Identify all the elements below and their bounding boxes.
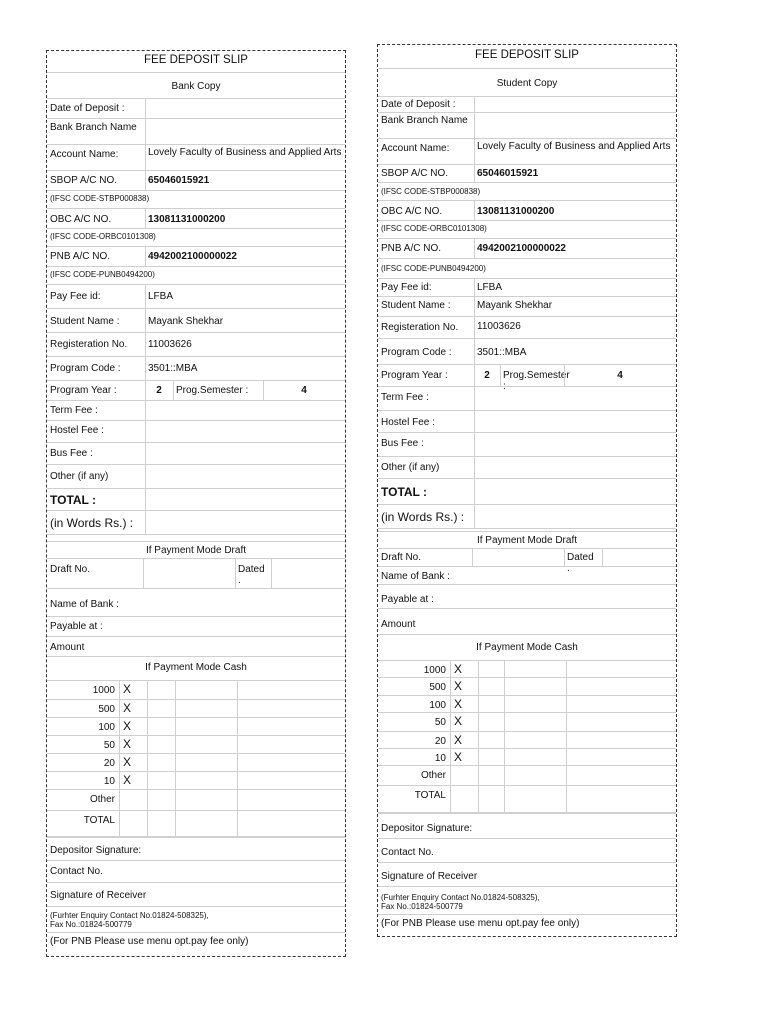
- copy-label: Bank Copy: [171, 81, 221, 92]
- note-count-field[interactable]: [147, 754, 175, 771]
- reg-label: Registeration No.: [50, 339, 128, 350]
- sbop-label: SBOP A/C NO.: [381, 168, 449, 179]
- denomination-row: [378, 732, 676, 749]
- total-field[interactable]: [145, 489, 345, 510]
- date-label: Date of Deposit :: [381, 99, 456, 110]
- denomination-row: [378, 786, 676, 813]
- denomination-value: 50: [103, 740, 115, 751]
- sbop-ifsc: (IFSC CODE-STBP000838): [381, 187, 481, 196]
- hostel-fee-label: Hostel Fee :: [50, 425, 104, 436]
- note-amount-field[interactable]: [175, 736, 237, 753]
- depositor-row: [47, 837, 345, 861]
- other-fee-row: [378, 457, 676, 479]
- words-field[interactable]: [145, 511, 345, 534]
- pnb-label: PNB A/C NO.: [381, 243, 442, 254]
- date-field[interactable]: [145, 99, 345, 118]
- multiply-mark: [119, 790, 147, 810]
- reg-row: [47, 333, 345, 357]
- note-count-field[interactable]: [147, 811, 175, 836]
- other-fee-field[interactable]: [145, 465, 345, 488]
- year-row: [378, 365, 676, 392]
- slip-title-text: FEE DEPOSIT SLIP: [144, 54, 248, 66]
- sbop-row: [47, 171, 345, 191]
- pnb-note: (For PNB Please use menu opt.pay fee only): [50, 936, 249, 947]
- hostel-fee-row: [47, 421, 345, 443]
- note-count-field[interactable]: [478, 749, 504, 765]
- bank-name-row: [47, 589, 345, 617]
- pnb-label: PNB A/C NO.: [50, 251, 111, 262]
- dated-label: Dated .: [238, 564, 265, 586]
- multiply-mark: [450, 786, 478, 812]
- denomination-value: 10: [434, 753, 446, 764]
- draft-row: [378, 549, 676, 574]
- receiver-row: [378, 863, 676, 887]
- sbop-ifsc-row: [47, 191, 345, 209]
- denomination-value: TOTAL: [414, 790, 446, 801]
- draft-label: Draft No.: [50, 564, 91, 575]
- payfee-value: LFBA: [477, 282, 503, 293]
- multiply-mark: X: [123, 719, 132, 733]
- bus-fee-row: [378, 433, 676, 457]
- denomination-row: [378, 696, 676, 713]
- branch-field[interactable]: [474, 113, 676, 138]
- bus-fee-row: [47, 443, 345, 465]
- date-row: [378, 97, 676, 113]
- payable-label: Payable at :: [381, 594, 434, 605]
- pnb-ifsc-row: [47, 267, 345, 285]
- term-fee-row: [378, 387, 676, 411]
- obc-ifsc: (IFSC CODE-ORBC0101308): [381, 224, 487, 233]
- account-row: [47, 145, 345, 171]
- pnb-row: [378, 239, 676, 259]
- payfee-label: Pay Fee id:: [381, 282, 432, 293]
- account-value: Lovely Faculty of Business and Applied Arts: [148, 147, 342, 158]
- dated-field[interactable]: [602, 549, 676, 566]
- bus-fee-label: Bus Fee :: [50, 448, 93, 459]
- payfee-row: [47, 285, 345, 309]
- bank-name-row: [378, 567, 676, 585]
- amount-label: Amount: [381, 619, 416, 630]
- multiply-mark: X: [454, 697, 463, 711]
- depositor-label: Depositor Signature:: [381, 823, 473, 834]
- student-label: Student Name :: [381, 300, 451, 311]
- receiver-row: [47, 883, 345, 907]
- denomination-value: 10: [103, 776, 115, 787]
- student-row: [378, 297, 676, 317]
- pnb-ifsc: (IFSC CODE-PUNB0494200): [381, 264, 486, 273]
- year-value: 2: [156, 385, 162, 396]
- sbop-row: [378, 165, 676, 183]
- draft-field[interactable]: [472, 549, 564, 566]
- enquiry-text: (Furhter Enquiry Contact No.01824-508325), Fax No.:01824-500779: [50, 911, 209, 929]
- payfee-row: [378, 279, 676, 297]
- sbop-value: 65046015921: [148, 175, 210, 186]
- amount-label: Amount: [50, 642, 85, 653]
- denomination-value: Other: [89, 794, 115, 805]
- pnb-note-row: [378, 915, 676, 935]
- date-row: [47, 99, 345, 119]
- contact-row: [47, 861, 345, 883]
- other-fee-label: Other (if any): [381, 462, 440, 473]
- bus-fee-label: Bus Fee :: [381, 438, 424, 449]
- account-value: Lovely Faculty of Business and Applied Arts: [477, 141, 671, 152]
- multiply-mark: X: [454, 714, 463, 728]
- obc-ifsc: (IFSC CODE-ORBC0101308): [50, 232, 156, 241]
- obc-label: OBC A/C NO.: [50, 214, 112, 225]
- multiply-mark: X: [123, 755, 132, 769]
- draft-row: [47, 559, 345, 589]
- denomination-row: [378, 661, 676, 678]
- note-amount-field[interactable]: [175, 772, 237, 789]
- total-label: TOTAL :: [381, 485, 427, 499]
- cash-heading-row: [47, 657, 345, 681]
- enquiry-text: (Furhter Enquiry Contact No.01824-508325), Fax No.:01824-500779: [381, 893, 540, 911]
- draft-heading: If Payment Mode Draft: [476, 535, 578, 546]
- multiply-mark: X: [123, 701, 132, 715]
- hostel-fee-field[interactable]: [145, 421, 345, 442]
- denomination-value: 100: [98, 722, 115, 733]
- denomination-row: [47, 718, 345, 736]
- multiply-mark: X: [454, 750, 463, 764]
- note-amount-field[interactable]: [504, 749, 566, 765]
- note-count-field[interactable]: [147, 681, 175, 699]
- pnb-value: 4942002100000022: [477, 243, 566, 254]
- denomination-row: [47, 811, 345, 837]
- multiply-mark: X: [454, 662, 463, 676]
- multiply-mark: [450, 766, 478, 785]
- obc-ifsc-row: [378, 221, 676, 239]
- depositor-label: Depositor Signature:: [50, 845, 142, 856]
- receiver-label: Signature of Receiver: [381, 871, 478, 882]
- denomination-row: [47, 772, 345, 790]
- dated-label: Dated .: [567, 552, 594, 574]
- note-amount-field[interactable]: [175, 811, 237, 836]
- denomination-value: 20: [434, 736, 446, 747]
- note-count-field[interactable]: [147, 700, 175, 717]
- student-label: Student Name :: [50, 316, 120, 327]
- slip-title: [47, 51, 345, 73]
- draft-field[interactable]: [143, 559, 235, 588]
- multiply-mark: X: [123, 682, 132, 696]
- depositor-row: [378, 813, 676, 839]
- payfee-value: LFBA: [148, 291, 174, 302]
- year-label: Program Year :: [50, 385, 117, 396]
- reg-row: [378, 317, 676, 339]
- year-value: 2: [484, 370, 490, 381]
- obc-row: [47, 209, 345, 229]
- sbop-ifsc: (IFSC CODE-STBP000838): [50, 194, 150, 203]
- cash-heading: If Payment Mode Cash: [476, 642, 578, 653]
- slip-title: [378, 45, 676, 69]
- note-count-field[interactable]: [478, 786, 504, 812]
- obc-row: [378, 201, 676, 221]
- note-count-field[interactable]: [478, 766, 504, 785]
- draft-heading: If Payment Mode Draft: [145, 545, 247, 556]
- obc-label: OBC A/C NO.: [381, 206, 443, 217]
- account-row: [378, 139, 676, 165]
- copy-label-row: [378, 69, 676, 97]
- denomination-value: TOTAL: [83, 815, 115, 826]
- denomination-value: 20: [103, 758, 115, 769]
- copy-label: Student Copy: [496, 78, 558, 89]
- program-row: [378, 339, 676, 365]
- denomination-value: 1000: [423, 665, 446, 676]
- dated-field[interactable]: [271, 559, 345, 588]
- note-count-field[interactable]: [147, 772, 175, 789]
- payfee-label: Pay Fee id:: [50, 291, 101, 302]
- denomination-value: Other: [420, 770, 446, 781]
- note-amount-field[interactable]: [504, 713, 566, 731]
- denomination-value: 500: [429, 682, 446, 693]
- note-count-field[interactable]: [478, 713, 504, 731]
- bank-copy-slip: [46, 50, 346, 957]
- branch-label: Bank Branch Name: [50, 122, 137, 133]
- hostel-fee-label: Hostel Fee :: [381, 417, 435, 428]
- payable-label: Payable at :: [50, 621, 103, 632]
- pnb-row: [47, 247, 345, 267]
- branch-row: [47, 119, 345, 145]
- cash-denominations-table: [378, 661, 676, 813]
- year-label: Program Year :: [381, 370, 448, 381]
- semester-value: 4: [301, 385, 307, 396]
- payable-row: [47, 617, 345, 637]
- cash-heading: If Payment Mode Cash: [145, 662, 247, 673]
- branch-field[interactable]: [145, 119, 345, 144]
- note-amount-field[interactable]: [504, 766, 566, 785]
- total-label: TOTAL :: [50, 493, 96, 507]
- bus-fee-field[interactable]: [145, 443, 345, 464]
- bank-name-label: Name of Bank :: [381, 571, 450, 582]
- note-amount-field[interactable]: [504, 696, 566, 712]
- hostel-fee-field[interactable]: [474, 411, 676, 432]
- multiply-mark: X: [123, 773, 132, 787]
- denomination-row: [378, 678, 676, 696]
- student-value: Mayank Shekhar: [148, 316, 224, 327]
- pnb-note: (For PNB Please use menu opt.pay fee only): [381, 918, 580, 929]
- semester-label: Prog.Semester :: [503, 370, 570, 392]
- branch-row: [378, 113, 676, 139]
- multiply-mark: [119, 811, 147, 836]
- pnb-ifsc: (IFSC CODE-PUNB0494200): [50, 270, 155, 279]
- obc-value: 13081131000200: [477, 206, 555, 217]
- sbop-ifsc-row: [378, 183, 676, 201]
- contact-label: Contact No.: [381, 847, 434, 858]
- program-value: 3501::MBA: [477, 347, 527, 358]
- note-amount-field[interactable]: [504, 732, 566, 748]
- branch-label: Bank Branch Name: [381, 115, 468, 126]
- denomination-row: [378, 766, 676, 786]
- student-row: [47, 309, 345, 333]
- receiver-label: Signature of Receiver: [50, 890, 147, 901]
- program-label: Program Code :: [381, 347, 452, 358]
- account-label: Account Name:: [50, 149, 119, 160]
- date-field[interactable]: [474, 97, 676, 112]
- hostel-fee-row: [378, 411, 676, 433]
- note-amount-field[interactable]: [504, 678, 566, 695]
- denomination-row: [47, 700, 345, 718]
- term-fee-label: Term Fee :: [50, 405, 98, 416]
- student-value: Mayank Shekhar: [477, 300, 553, 311]
- note-amount-field[interactable]: [504, 661, 566, 677]
- program-row: [47, 357, 345, 381]
- denomination-value: 100: [429, 700, 446, 711]
- sbop-label: SBOP A/C NO.: [50, 175, 118, 186]
- draft-heading-row: [47, 541, 345, 559]
- total-row: [378, 479, 676, 505]
- program-label: Program Code :: [50, 363, 121, 374]
- note-count-field[interactable]: [478, 678, 504, 695]
- note-amount-field[interactable]: [175, 718, 237, 735]
- total-row: [47, 489, 345, 511]
- other-fee-field[interactable]: [474, 457, 676, 478]
- student-copy-slip: [377, 44, 677, 937]
- cash-heading-row: [378, 635, 676, 661]
- multiply-mark: X: [123, 737, 132, 751]
- bank-name-label: Name of Bank :: [50, 599, 119, 610]
- pnb-ifsc-row: [378, 259, 676, 279]
- denomination-row: [378, 713, 676, 732]
- term-fee-row: [47, 401, 345, 421]
- term-fee-field[interactable]: [474, 387, 676, 410]
- other-fee-label: Other (if any): [50, 471, 109, 482]
- reg-value: 11003626: [148, 339, 192, 350]
- denomination-row: [47, 681, 345, 700]
- note-count-field[interactable]: [478, 732, 504, 748]
- denomination-row: [378, 749, 676, 766]
- enquiry-row: [47, 907, 345, 933]
- words-row: [47, 511, 345, 535]
- year-row: [47, 381, 345, 401]
- denomination-row: [47, 754, 345, 772]
- reg-value: 11003626: [477, 321, 521, 332]
- obc-ifsc-row: [47, 229, 345, 247]
- bus-fee-field[interactable]: [474, 433, 676, 456]
- slip-title-text: FEE DEPOSIT SLIP: [475, 49, 579, 61]
- pnb-value: 4942002100000022: [148, 251, 237, 262]
- note-count-field[interactable]: [147, 718, 175, 735]
- denomination-row: [47, 790, 345, 811]
- denomination-value: 500: [98, 704, 115, 715]
- account-label: Account Name:: [381, 143, 450, 154]
- note-amount-field[interactable]: [175, 754, 237, 771]
- words-field[interactable]: [474, 505, 676, 528]
- term-fee-label: Term Fee :: [381, 392, 429, 403]
- semester-value: 4: [617, 370, 623, 381]
- multiply-mark: X: [454, 733, 463, 747]
- enquiry-row: [378, 887, 676, 915]
- semester-label: Prog.Semester :: [176, 385, 249, 396]
- amount-row: [47, 637, 345, 657]
- copy-label-row: [47, 73, 345, 99]
- note-count-field[interactable]: [478, 696, 504, 712]
- contact-row: [378, 839, 676, 863]
- sbop-value: 65046015921: [477, 168, 539, 179]
- words-row: [378, 505, 676, 529]
- note-count-field[interactable]: [478, 661, 504, 677]
- words-label: (in Words Rs.) :: [50, 516, 134, 530]
- draft-heading-row: [378, 531, 676, 549]
- reg-label: Registeration No.: [381, 322, 459, 333]
- cash-denominations-table: [47, 681, 345, 837]
- total-field[interactable]: [474, 479, 676, 504]
- program-value: 3501::MBA: [148, 363, 198, 374]
- amount-row: [378, 609, 676, 635]
- note-amount-field[interactable]: [175, 681, 237, 699]
- multiply-mark: X: [454, 679, 463, 693]
- note-amount-field[interactable]: [504, 786, 566, 812]
- denomination-value: 50: [434, 717, 446, 728]
- payable-row: [378, 585, 676, 609]
- note-count-field[interactable]: [147, 790, 175, 810]
- note-count-field[interactable]: [147, 736, 175, 753]
- other-fee-row: [47, 465, 345, 489]
- denomination-row: [47, 736, 345, 754]
- denomination-value: 1000: [92, 685, 115, 696]
- date-label: Date of Deposit :: [50, 103, 125, 114]
- contact-label: Contact No.: [50, 866, 103, 877]
- obc-value: 13081131000200: [148, 214, 226, 225]
- pnb-note-row: [47, 933, 345, 951]
- draft-label: Draft No.: [381, 552, 422, 563]
- note-amount-field[interactable]: [175, 700, 237, 717]
- note-amount-field[interactable]: [175, 790, 237, 810]
- words-label: (in Words Rs.) :: [381, 510, 465, 524]
- term-fee-field[interactable]: [145, 401, 345, 420]
